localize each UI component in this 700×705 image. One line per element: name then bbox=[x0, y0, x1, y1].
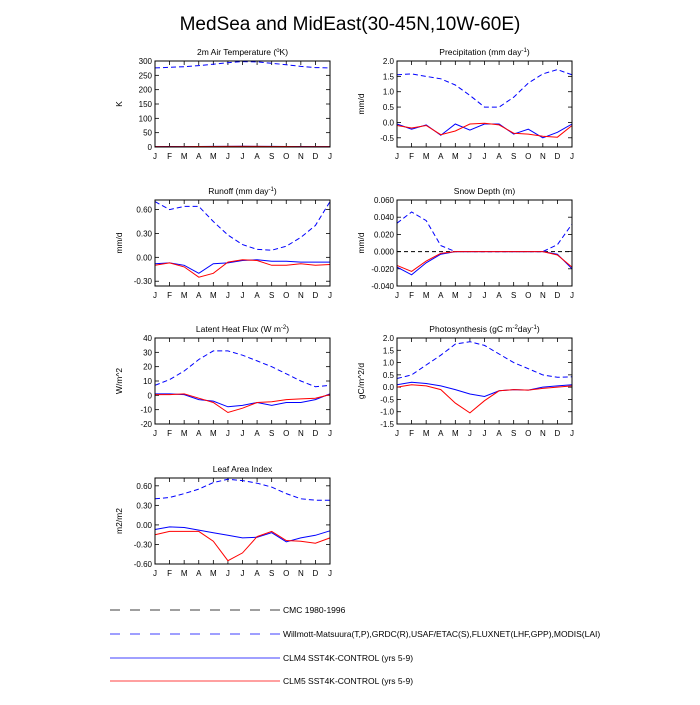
y-tick-label: 2.0 bbox=[383, 57, 395, 66]
y-tick-label: 50 bbox=[143, 129, 152, 138]
panel-title bbox=[197, 47, 288, 57]
x-tick-label: N bbox=[298, 569, 304, 578]
series-line-obs bbox=[155, 351, 330, 387]
series-line-clm5 bbox=[155, 531, 330, 560]
panel-5 bbox=[114, 324, 332, 438]
x-tick-label: N bbox=[298, 152, 304, 161]
x-tick-label: M bbox=[181, 291, 188, 300]
x-tick-label: J bbox=[395, 291, 399, 300]
x-tick-label: J bbox=[226, 569, 230, 578]
x-tick-label: O bbox=[283, 429, 289, 438]
x-tick-label: M bbox=[423, 429, 430, 438]
x-tick-label: M bbox=[181, 429, 188, 438]
y-tick-label: 0.60 bbox=[136, 206, 152, 215]
y-tick-label: 20 bbox=[143, 363, 152, 372]
x-tick-label: S bbox=[511, 152, 516, 161]
y-tick-label: 200 bbox=[139, 86, 153, 95]
y-tick-label: 0.00 bbox=[136, 521, 152, 530]
x-tick-label: A bbox=[254, 291, 260, 300]
x-tick-label: J bbox=[395, 152, 399, 161]
y-tick-label: 0.060 bbox=[374, 196, 395, 205]
plot-frame bbox=[397, 200, 572, 286]
series-line-obs bbox=[155, 479, 330, 500]
y-tick-label: -0.60 bbox=[134, 560, 153, 569]
x-tick-label: A bbox=[254, 429, 260, 438]
title-text: Photosynthesis (gC m bbox=[429, 324, 512, 334]
x-tick-label: F bbox=[167, 152, 172, 161]
x-tick-label: J bbox=[328, 429, 332, 438]
x-tick-label: O bbox=[525, 429, 531, 438]
y-tick-label: 250 bbox=[139, 71, 153, 80]
x-tick-label: N bbox=[540, 152, 546, 161]
y-tick-label: 0 bbox=[148, 391, 153, 400]
y-tick-label: 0.5 bbox=[383, 371, 395, 380]
x-tick-label: D bbox=[313, 291, 319, 300]
x-tick-label: D bbox=[313, 569, 319, 578]
y-tick-label: 1.0 bbox=[383, 359, 395, 368]
x-tick-label: M bbox=[210, 291, 217, 300]
x-tick-label: D bbox=[555, 152, 561, 161]
x-tick-label: O bbox=[283, 291, 289, 300]
x-tick-label: F bbox=[167, 569, 172, 578]
plot-frame bbox=[155, 338, 330, 424]
legend-label: Willmott-Matsuura(T,P),GRDC(R),USAF/ETAC(S),FLUXNET(LHF,GPP),MODIS(LAI) bbox=[283, 629, 600, 639]
panel-title bbox=[213, 464, 273, 474]
x-tick-label: M bbox=[452, 152, 459, 161]
x-tick-label: F bbox=[167, 429, 172, 438]
y-tick-label: 1.0 bbox=[383, 88, 395, 97]
x-tick-label: J bbox=[483, 152, 487, 161]
y-tick-label: 100 bbox=[139, 114, 153, 123]
title-text: Latent Heat Flux (W m bbox=[196, 324, 281, 334]
figure-title: MedSea and MidEast(30-45N,10W-60E) bbox=[180, 14, 521, 35]
y-axis-label: mm/d bbox=[356, 93, 366, 115]
y-tick-label: 0.020 bbox=[374, 230, 395, 239]
x-tick-label: J bbox=[241, 569, 245, 578]
x-tick-label: J bbox=[395, 429, 399, 438]
y-tick-label: -0.30 bbox=[134, 540, 153, 549]
x-tick-label: A bbox=[254, 152, 260, 161]
x-tick-label: M bbox=[181, 569, 188, 578]
y-tick-label: 0.5 bbox=[383, 103, 395, 112]
panel-3 bbox=[114, 186, 332, 300]
x-tick-label: J bbox=[328, 569, 332, 578]
series-line-clm4 bbox=[155, 394, 330, 407]
y-tick-label: 1.5 bbox=[383, 72, 395, 81]
y-tick-label: 150 bbox=[139, 100, 153, 109]
x-tick-label: J bbox=[241, 429, 245, 438]
y-tick-label: 40 bbox=[143, 334, 152, 343]
title-text: Leaf Area Index bbox=[213, 464, 273, 474]
title-text: Runoff (mm day bbox=[208, 186, 269, 196]
series-line-obs bbox=[397, 70, 572, 108]
plot-frame bbox=[155, 478, 330, 564]
panel-title bbox=[208, 186, 277, 196]
y-tick-label: -20 bbox=[140, 420, 152, 429]
title-superscript: -1 bbox=[269, 187, 275, 193]
x-tick-label: F bbox=[409, 152, 414, 161]
title-superscript: -1 bbox=[522, 48, 528, 54]
y-tick-label: 1.5 bbox=[383, 346, 395, 355]
plot-frame bbox=[155, 61, 330, 147]
title-text: ) bbox=[274, 186, 277, 196]
x-tick-label: J bbox=[570, 291, 574, 300]
x-tick-label: A bbox=[438, 429, 444, 438]
x-tick-label: O bbox=[525, 291, 531, 300]
x-tick-label: D bbox=[313, 152, 319, 161]
x-tick-label: J bbox=[153, 291, 157, 300]
legend-label: CLM5 SST4K-CONTROL (yrs 5-9) bbox=[283, 676, 413, 686]
y-tick-label: 0 bbox=[148, 143, 153, 152]
y-tick-label: -0.020 bbox=[371, 265, 394, 274]
x-tick-label: J bbox=[153, 429, 157, 438]
x-tick-label: N bbox=[298, 291, 304, 300]
title-text: day bbox=[518, 324, 532, 334]
x-tick-label: M bbox=[452, 429, 459, 438]
y-tick-label: 0.000 bbox=[374, 248, 395, 257]
x-tick-label: J bbox=[153, 152, 157, 161]
title-superscript: -2 bbox=[512, 325, 518, 331]
series-line-obs bbox=[397, 342, 572, 379]
y-tick-label: -0.5 bbox=[380, 134, 394, 143]
panel-title bbox=[429, 324, 540, 334]
legend-label: CLM4 SST4K-CONTROL (yrs 5-9) bbox=[283, 653, 413, 663]
x-tick-label: N bbox=[298, 429, 304, 438]
y-axis-label: mm/d bbox=[114, 232, 124, 254]
series-line-obs bbox=[397, 212, 572, 252]
panel-title bbox=[454, 186, 516, 196]
series-line-clm5 bbox=[155, 394, 330, 413]
x-tick-label: J bbox=[468, 152, 472, 161]
x-tick-label: A bbox=[196, 429, 202, 438]
panel-2 bbox=[356, 47, 574, 161]
y-tick-label: 2.0 bbox=[383, 334, 395, 343]
x-tick-label: M bbox=[423, 152, 430, 161]
x-tick-label: J bbox=[570, 152, 574, 161]
y-tick-label: 0.00 bbox=[136, 253, 152, 262]
y-tick-label: 30 bbox=[143, 348, 152, 357]
x-tick-label: J bbox=[226, 429, 230, 438]
y-axis-label: gC/m^2/d bbox=[356, 363, 366, 399]
title-text: K) bbox=[280, 47, 289, 57]
x-tick-label: A bbox=[196, 291, 202, 300]
x-tick-label: F bbox=[167, 291, 172, 300]
panel-7 bbox=[114, 464, 332, 578]
title-superscript: o bbox=[276, 48, 280, 54]
x-tick-label: N bbox=[540, 429, 546, 438]
y-tick-label: 0.30 bbox=[136, 501, 152, 510]
y-tick-label: 10 bbox=[143, 377, 152, 386]
x-tick-label: D bbox=[555, 429, 561, 438]
y-tick-label: 0.0 bbox=[383, 118, 395, 127]
x-tick-label: S bbox=[511, 291, 516, 300]
title-superscript: -2 bbox=[281, 325, 287, 331]
plot-frame bbox=[397, 61, 572, 147]
title-text: ) bbox=[537, 324, 540, 334]
title-text: ) bbox=[527, 47, 530, 57]
panel-title bbox=[439, 47, 530, 57]
y-tick-label: -0.040 bbox=[371, 282, 394, 291]
x-tick-label: J bbox=[328, 291, 332, 300]
x-tick-label: A bbox=[438, 152, 444, 161]
x-tick-label: D bbox=[313, 429, 319, 438]
series-line-clm4 bbox=[397, 382, 572, 396]
x-tick-label: J bbox=[241, 291, 245, 300]
x-tick-label: A bbox=[496, 152, 502, 161]
plot-frame bbox=[155, 200, 330, 286]
y-tick-label: -1.5 bbox=[380, 420, 394, 429]
y-axis-label: K bbox=[114, 101, 124, 107]
x-tick-label: J bbox=[468, 291, 472, 300]
x-tick-label: S bbox=[269, 152, 274, 161]
series-line-obs bbox=[155, 202, 330, 251]
y-tick-label: -0.30 bbox=[134, 277, 153, 286]
legend bbox=[110, 605, 600, 686]
x-tick-label: S bbox=[269, 569, 274, 578]
x-tick-label: M bbox=[210, 152, 217, 161]
y-tick-label: 300 bbox=[139, 57, 153, 66]
x-tick-label: S bbox=[269, 291, 274, 300]
y-tick-label: 0.040 bbox=[374, 213, 395, 222]
y-tick-label: -10 bbox=[140, 406, 152, 415]
x-tick-label: J bbox=[483, 291, 487, 300]
panel-1 bbox=[114, 47, 332, 161]
title-text: Snow Depth (m) bbox=[454, 186, 516, 196]
x-tick-label: N bbox=[540, 291, 546, 300]
y-axis-label: W/m^2 bbox=[114, 368, 124, 394]
x-tick-label: O bbox=[283, 152, 289, 161]
panel-title bbox=[196, 324, 289, 334]
x-tick-label: M bbox=[423, 291, 430, 300]
legend-label: CMC 1980-1996 bbox=[283, 605, 346, 615]
x-tick-label: M bbox=[181, 152, 188, 161]
x-tick-label: O bbox=[525, 152, 531, 161]
x-tick-label: M bbox=[210, 429, 217, 438]
x-tick-label: O bbox=[283, 569, 289, 578]
y-tick-label: 0.60 bbox=[136, 482, 152, 491]
x-tick-label: M bbox=[210, 569, 217, 578]
plot-frame bbox=[397, 338, 572, 424]
x-tick-label: J bbox=[570, 429, 574, 438]
x-tick-label: J bbox=[483, 429, 487, 438]
x-tick-label: A bbox=[254, 569, 260, 578]
x-tick-label: J bbox=[468, 429, 472, 438]
y-axis-label: mm/d bbox=[356, 232, 366, 254]
title-text: 2m Air Temperature ( bbox=[197, 47, 276, 57]
x-tick-label: S bbox=[511, 429, 516, 438]
x-tick-label: F bbox=[409, 291, 414, 300]
y-tick-label: -0.5 bbox=[380, 395, 394, 404]
y-axis-label: m2/m2 bbox=[114, 508, 124, 534]
y-tick-label: 0.30 bbox=[136, 229, 152, 238]
series-line-clm4 bbox=[155, 527, 330, 542]
x-tick-label: J bbox=[328, 152, 332, 161]
title-superscript: -1 bbox=[532, 325, 538, 331]
x-tick-label: J bbox=[226, 152, 230, 161]
y-tick-label: -1.0 bbox=[380, 408, 394, 417]
title-text: Precipitation (mm day bbox=[439, 47, 522, 57]
x-tick-label: J bbox=[153, 569, 157, 578]
x-tick-label: J bbox=[226, 291, 230, 300]
x-tick-label: A bbox=[496, 291, 502, 300]
x-tick-label: F bbox=[409, 429, 414, 438]
x-tick-label: S bbox=[269, 429, 274, 438]
panel-6 bbox=[356, 324, 574, 438]
title-text: ) bbox=[286, 324, 289, 334]
x-tick-label: A bbox=[196, 569, 202, 578]
series-line-clm5 bbox=[397, 252, 572, 272]
x-tick-label: M bbox=[452, 291, 459, 300]
x-tick-label: A bbox=[438, 291, 444, 300]
x-tick-label: A bbox=[196, 152, 202, 161]
x-tick-label: A bbox=[496, 429, 502, 438]
x-tick-label: J bbox=[241, 152, 245, 161]
panel-4 bbox=[356, 186, 574, 300]
y-tick-label: 0.0 bbox=[383, 383, 395, 392]
x-tick-label: D bbox=[555, 291, 561, 300]
series-line-clm5 bbox=[397, 385, 572, 413]
